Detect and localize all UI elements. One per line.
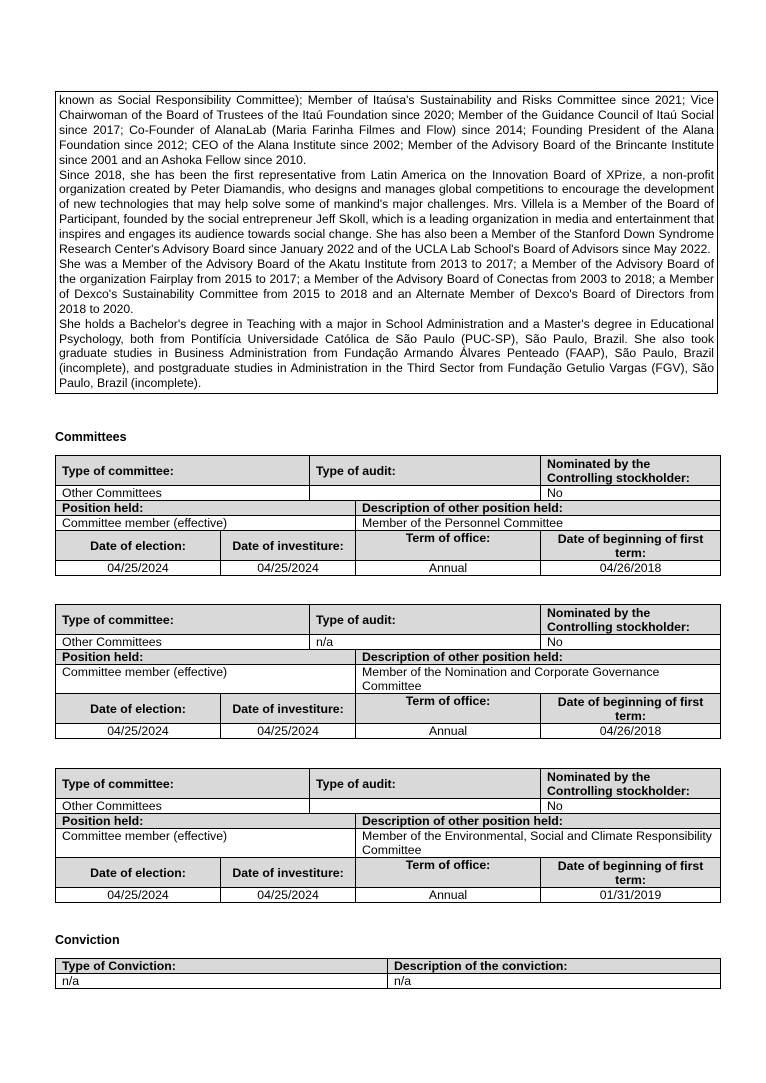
position-held-value: Committee member (effective) bbox=[56, 516, 356, 531]
description-other-value: Member of the Nomination and Corporate Governance Committee bbox=[356, 665, 721, 694]
date-first-term-value: 01/31/2019 bbox=[541, 888, 721, 903]
date-of-investiture-value: 04/25/2024 bbox=[221, 561, 356, 576]
conviction-description-label: Description of the conviction: bbox=[388, 959, 721, 974]
nominated-label: Nominated by the Controlling stockholder: bbox=[541, 605, 721, 635]
nominated-label: Nominated by the Controlling stockholder: bbox=[541, 456, 721, 486]
type-of-audit-value: n/a bbox=[310, 635, 541, 650]
conviction-table bbox=[55, 958, 721, 989]
date-first-term-label: Date of beginning of first term: bbox=[541, 694, 721, 724]
type-of-committee-label: Type of committee: bbox=[56, 456, 310, 486]
date-of-election-value: 04/25/2024 bbox=[56, 724, 221, 739]
bio-paragraph: known as Social Responsibility Committee); Member of Itaúsa's Sustainability and Risks Committee since 2021; Vice Chairwoman of the Board of Trustees of the Itaú Foundation since 2020; Member of the Guidance Council of Itaú Social since 2017; Co-Founder of AlanaLab (Maria Farinha Filmes and Flow) since 2014; Founding President of the Alana Foundation since 2012; CEO of the Alana Institute since 2002; Member of the Advisory Board of the Brincante Institute since 2001 and an Ashoka Fellow since 2010. bbox=[59, 93, 714, 167]
committee-table-1 bbox=[55, 455, 721, 576]
bio-paragraph: She holds a Bachelor's degree in Teaching with a major in School Administration and a Master's degree in Educational Psychology, both from Pontifícia Universidade Católica de São Paulo (PUC-SP), São Paulo, Brazil. She also took graduate studies in Business Administration from Fundação Armando Álvares Penteado (FAAP), São Paulo, Brazil (incomplete), and postgraduate studies in Administration in the Third Sector from Fundação Getulio Vargas (FGV), São Paulo, Brazil (incomplete). bbox=[59, 316, 714, 391]
date-of-investiture-value: 04/25/2024 bbox=[221, 724, 356, 739]
committees-heading: Committees bbox=[55, 430, 127, 444]
nominated-value: No bbox=[541, 486, 721, 501]
term-of-office-label: Term of office: bbox=[356, 858, 541, 888]
type-of-committee-value: Other Committees bbox=[56, 486, 310, 501]
committee-table-2 bbox=[55, 604, 721, 739]
date-of-investiture-value: 04/25/2024 bbox=[221, 888, 356, 903]
conviction-type-value: n/a bbox=[56, 974, 388, 989]
type-of-committee-value: Other Committees bbox=[56, 635, 310, 650]
committee-table-3 bbox=[55, 768, 721, 903]
position-held-value: Committee member (effective) bbox=[56, 665, 356, 694]
type-of-audit-value bbox=[310, 486, 541, 501]
date-first-term-label: Date of beginning of first term: bbox=[541, 531, 721, 561]
term-of-office-label: Term of office: bbox=[356, 531, 541, 561]
date-of-election-label: Date of election: bbox=[56, 694, 221, 724]
biography-box bbox=[55, 91, 718, 394]
date-of-election-value: 04/25/2024 bbox=[56, 888, 221, 903]
date-first-term-label: Date of beginning of first term: bbox=[541, 858, 721, 888]
nominated-value: No bbox=[541, 635, 721, 650]
bio-paragraph: She was a Member of the Advisory Board of the Akatu Institute from 2013 to 2017; a Member of the Advisory Board of the organization Fairplay from 2015 to 2017; a Member of the Advisory Board of Conectas from 2003 to 2018; a Member of Dexco's Sustainability Committee from 2015 to 2018 and an Alternate Member of Dexco's Board of Directors from 2018 to 2020. bbox=[59, 256, 714, 316]
description-other-label: Description of other position held: bbox=[356, 501, 721, 516]
type-of-audit-label: Type of audit: bbox=[310, 456, 541, 486]
position-held-label: Position held: bbox=[56, 814, 356, 829]
type-of-audit-label: Type of audit: bbox=[310, 605, 541, 635]
type-of-audit-label: Type of audit: bbox=[310, 769, 541, 799]
conviction-type-label: Type of Conviction: bbox=[56, 959, 388, 974]
conviction-description-value: n/a bbox=[388, 974, 721, 989]
bio-paragraph: Since 2018, she has been the first representative from Latin America on the Innovation Board of XPrize, a non-profit organization created by Peter Diamandis, who designs and manages global competitions to encourage the development of new technologies that may help solve some of mankind's major challenges. Mrs. Villela is a Member of the Board of Participant, founded by the social entrepreneur Jeff Skoll, which is a leading organization in media and entertainment that inspires and engages its audience towards social change. She has also been a Member of the Stanford Down Syndrome Research Center's Advisory Board since January 2022 and of the UCLA Lab School's Board of Advisors since May 2022. bbox=[59, 167, 714, 257]
term-of-office-label: Term of office: bbox=[356, 694, 541, 724]
date-of-investiture-label: Date of investiture: bbox=[221, 858, 356, 888]
description-other-value: Member of the Personnel Committee bbox=[356, 516, 721, 531]
date-of-investiture-label: Date of investiture: bbox=[221, 694, 356, 724]
nominated-label: Nominated by the Controlling stockholder: bbox=[541, 769, 721, 799]
nominated-value: No bbox=[541, 799, 721, 814]
date-of-investiture-label: Date of investiture: bbox=[221, 531, 356, 561]
type-of-committee-label: Type of committee: bbox=[56, 769, 310, 799]
date-first-term-value: 04/26/2018 bbox=[541, 724, 721, 739]
type-of-committee-label: Type of committee: bbox=[56, 605, 310, 635]
description-other-value: Member of the Environmental, Social and Climate Responsibility Committee bbox=[356, 829, 721, 858]
position-held-label: Position held: bbox=[56, 650, 356, 665]
conviction-heading: Conviction bbox=[55, 933, 120, 947]
position-held-label: Position held: bbox=[56, 501, 356, 516]
type-of-committee-value: Other Committees bbox=[56, 799, 310, 814]
description-other-label: Description of other position held: bbox=[356, 814, 721, 829]
term-of-office-value: Annual bbox=[356, 888, 541, 903]
term-of-office-value: Annual bbox=[356, 561, 541, 576]
date-first-term-value: 04/26/2018 bbox=[541, 561, 721, 576]
date-of-election-value: 04/25/2024 bbox=[56, 561, 221, 576]
date-of-election-label: Date of election: bbox=[56, 858, 221, 888]
description-other-label: Description of other position held: bbox=[356, 650, 721, 665]
position-held-value: Committee member (effective) bbox=[56, 829, 356, 858]
type-of-audit-value bbox=[310, 799, 541, 814]
date-of-election-label: Date of election: bbox=[56, 531, 221, 561]
term-of-office-value: Annual bbox=[356, 724, 541, 739]
